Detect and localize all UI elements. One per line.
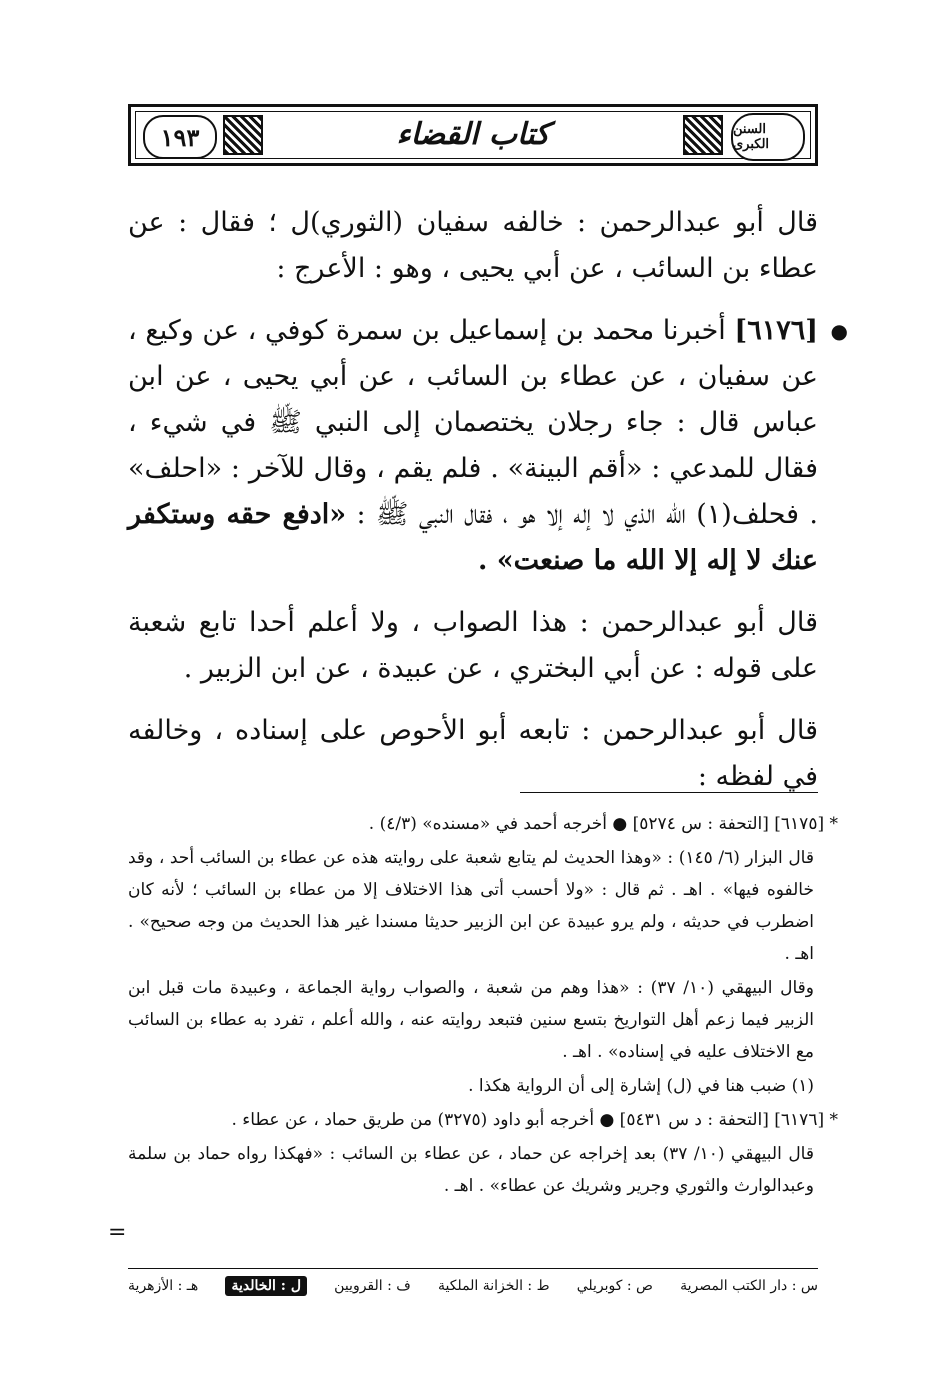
hadith-text: أخبرنا محمد بن إسماعيل بن سمرة كوفي ، عن وكيع ، عن سفيان ، عن عطاء بن السائب ، عن أبي يحيى ، عن ابن عباس قال : جاء رجلان يختصمان إلى النبي ﷺ في شيء ، فقال للمدعي : «أقم البينة» . فلم يقم ، وقال للآخر : «احلف» . فحلف(١) الله الذي لا إله إلا هو ، فقال النبي ﷺ : bbox=[128, 315, 818, 530]
legend-divider bbox=[128, 1268, 818, 1269]
footnotes bbox=[128, 808, 838, 1204]
legend-item: هـ : الأزهرية bbox=[128, 1278, 199, 1294]
continuation-mark: = bbox=[108, 1220, 127, 1245]
note-6175-header: * [٦١٧٥] [التحفة : س ٥٢٧٤] ● أخرجه أحمد في «مسنده» (٤/٣) . bbox=[368, 814, 838, 834]
main-text bbox=[128, 200, 848, 816]
legend-item: س : دار الكتب المصرية bbox=[680, 1278, 818, 1294]
footnote-1: (١) ضبب هنا في (ل) إشارة إلى أن الرواية هكذا . bbox=[468, 1076, 814, 1096]
footnote-divider bbox=[520, 792, 818, 793]
ornament-icon bbox=[683, 115, 723, 155]
book-title: كتاب القضاء bbox=[396, 117, 550, 152]
legend-item: ص : كوبريلي bbox=[576, 1278, 653, 1294]
legend-item: ط : الخزانة الملكية bbox=[437, 1278, 550, 1294]
paragraph-3: قال أبو عبدالرحمن : هذا الصواب ، ولا أعلم أحدا تابع شعبة على قوله : عن أبي البختري ، عن عبيدة ، عن ابن الزبير . bbox=[128, 607, 818, 684]
paragraph-1: قال أبو عبدالرحمن : خالفه سفيان (الثوري)ل ؛ فقال : عن عطاء بن السائب ، عن أبي يحيى ، وهو : الأعرج : bbox=[128, 207, 818, 284]
manuscript-legend bbox=[128, 1276, 818, 1296]
legend-item: ف : القرويين bbox=[334, 1278, 411, 1294]
bullet-icon: ● bbox=[830, 319, 848, 343]
hadith-quote: «ادفع حقه وستكفر عنك لا إله إلا الله ما صنعت» . bbox=[128, 499, 818, 576]
note-6176-header: * [٦١٧٦] [التحفة : د س ٥٤٣١] ● أخرجه أبو داود (٣٢٧٥) من طريق حماد ، عن عطاء . bbox=[231, 1110, 838, 1130]
hadith-number: [٦١٧٦] bbox=[734, 315, 818, 346]
note-6175-bayhaqi: وقال البيهقي (١٠/ ٣٧) : «هذا وهم من شعبة ، والصواب رواية الجماعة ، وعبيدة مات قبل ابن الزبير فيما زعم أهل التواريخ بتسع سنين فتبعد روايته عنه ، والله أعلم ، تفرد به عطاء بن السائب مع الاختلاف عليه في إسناده» . اهـ . bbox=[128, 978, 815, 1062]
page-number: ١٩٣ bbox=[143, 115, 217, 159]
hadith-6176 bbox=[128, 308, 848, 584]
paragraph-4: قال أبو عبدالرحمن : تابعه أبو الأحوص على إسناده ، وخالفه في لفظه : bbox=[128, 715, 818, 792]
legend-item-highlighted: ل : الخالدية bbox=[225, 1276, 307, 1296]
note-6175-bazzar: قال البزار (٦/ ١٤٥) : «وهذا الحديث لم يتابع شعبة على روايته هذه عن عطاء بن السائب أحد ، وقد خالفوه فيها» . اهـ . ثم قال : «ولا أحسب أتى هذا الاختلاف إلا من عطاء بن السائب ؛ لأنه كان اضطرب في حديثه ، ولم يرو عبيدة عن ابن الزبير حديثا مسندا غير هذا الحديث من وجه صحيح» . اهـ . bbox=[128, 848, 814, 964]
note-6176-bayhaqi: قال البيهقي (١٠/ ٣٧) بعد إخراجه عن حماد ، عن عطاء بن السائب : «فهكذا رواه حماد بن سلمة وعبدالوارث والثوري وجرير وشريك عن عطاء» . اهـ . bbox=[128, 1144, 814, 1196]
page-header bbox=[128, 104, 818, 166]
ornament-icon bbox=[223, 115, 263, 155]
series-logo: السنن الكبرى bbox=[731, 113, 805, 161]
